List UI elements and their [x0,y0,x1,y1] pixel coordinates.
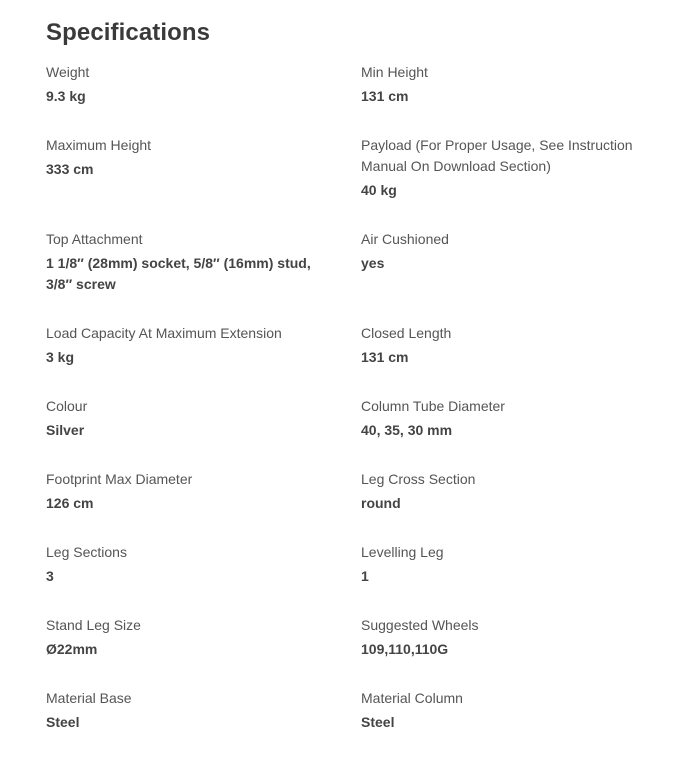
spec-label: Footprint Max Diameter [46,471,193,487]
spec-label: Material Column [361,690,463,706]
spec-label: Payload (For Proper Usage, See Instruction Manual On Download Section) [361,137,633,174]
spec-value: 40 kg [361,182,397,198]
spec-suggested-wheels [361,615,651,660]
spec-label: Levelling Leg [361,544,444,560]
spec-top-attachment [46,229,336,295]
spec-value: 131 cm [361,88,409,104]
spec-label: Leg Sections [46,544,127,560]
spec-value: 3 [46,568,54,584]
spec-value: 1 1/8″ (28mm) socket, 5/8″ (16mm) stud, 3/8″ screw [46,255,311,292]
spec-weight [46,62,336,107]
spec-load-capacity [46,323,336,368]
spec-value: Steel [46,714,80,730]
spec-value: 109,110,110G [361,641,449,657]
spec-label: Leg Cross Section [361,471,476,487]
spec-material-column [361,688,651,733]
spec-value: Ø22mm [46,641,98,657]
spec-levelling-leg [361,542,651,587]
spec-label: Colour [46,398,88,414]
spec-value: 126 cm [46,495,94,511]
spec-value: 40, 35, 30 mm [361,422,453,438]
spec-value: round [361,495,401,511]
spec-column-tube-diameter [361,396,651,441]
spec-leg-cross-section [361,469,651,514]
spec-colour [46,396,336,441]
spec-label: Suggested Wheels [361,617,479,633]
spec-label: Closed Length [361,325,452,341]
spec-air-cushioned [361,229,651,274]
spec-material-base [46,688,336,733]
spec-value: Steel [361,714,395,730]
spec-label: Material Base [46,690,132,706]
spec-label: Air Cushioned [361,231,449,247]
spec-label: Maximum Height [46,137,152,153]
spec-label: Min Height [361,64,428,80]
spec-value: 333 cm [46,161,94,177]
spec-value: 1 [361,568,369,584]
spec-stand-leg-size [46,615,336,660]
spec-value: 131 cm [361,349,409,365]
spec-label: Stand Leg Size [46,617,141,633]
spec-footprint-max-diameter [46,469,336,514]
spec-value: 3 kg [46,349,75,365]
spec-closed-length [361,323,651,368]
spec-label: Weight [46,64,90,80]
spec-maximum-height [46,135,336,180]
spec-label: Load Capacity At Maximum Extension [46,325,282,341]
page-title: Specifications [46,19,211,46]
spec-payload [361,135,651,201]
spec-label: Column Tube Diameter [361,398,505,414]
spec-value: 9.3 kg [46,88,86,104]
spec-label: Top Attachment [46,231,143,247]
spec-value: Silver [46,422,85,438]
spec-min-height [361,62,651,107]
spec-leg-sections [46,542,336,587]
spec-value: yes [361,255,385,271]
